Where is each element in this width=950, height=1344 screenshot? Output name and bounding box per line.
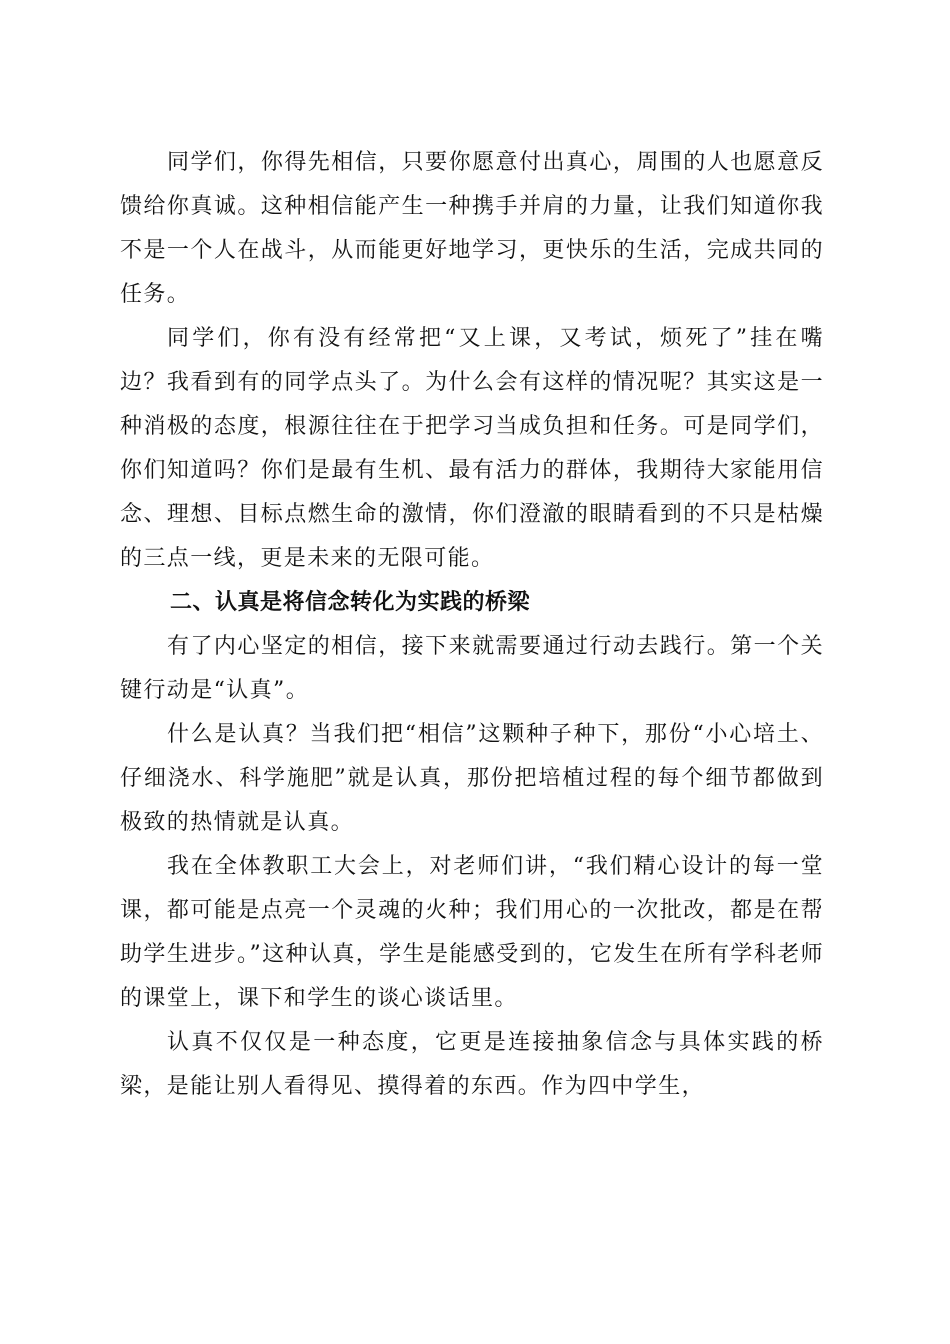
section-heading-seriousness: 二、认真是将信念转化为实践的桥梁	[170, 590, 531, 615]
paragraph-first-action: 有了内心坚定的相信，接下来就需要通过行动去践行。第一个关键行动是“认真”。	[120, 634, 824, 703]
paragraph-what-is-seriousness: 什么是认真？当我们把“相信”这颗种子种下，那份“小心培土、仔细浇水、科学施肥”就是认真，那份把培植过程的每个细节都做到极致的热情就是认真。	[120, 722, 824, 835]
paragraph-bridge: 认真不仅仅是一种态度，它更是连接抽象信念与具体实践的桥梁，是能让别人看得见、摸得着的东西。作为四中学生，	[120, 1030, 824, 1099]
paragraph-believe-sincerity: 同学们，你得先相信，只要你愿意付出真心，周围的人也愿意反馈给你真诚。这种相信能产生一种携手并肩的力量，让我们知道你我不是一个人在战斗，从而能更好地学习，更快乐的生活，完成共同的任务。	[120, 150, 824, 307]
paragraph-staff-meeting: 我在全体教职工大会上，对老师们讲，“我们精心设计的每一堂课，都可能是点亮一个灵魂的火种；我们用心的一次批改，都是在帮助学生进步。”这种认真，学生是能感受到的，它发生在所有学科老师的课堂上，课下和学生的谈心谈话里。	[120, 854, 824, 1011]
paragraph-study-attitude: 同学们，你有没有经常把“又上课，又考试，烦死了”挂在嘴边？我看到有的同学点头了。为什么会有这样的情况呢？其实这是一种消极的态度，根源往往在于把学习当成负担和任务。可是同学们，你们知道吗？你们是最有生机、最有活力的群体，我期待大家能用信念、理想、目标点燃生命的激情，你们澄澈的眼睛看到的不只是枯燥的三点一线，更是未来的无限可能。	[120, 326, 824, 571]
document-body	[120, 141, 824, 1109]
